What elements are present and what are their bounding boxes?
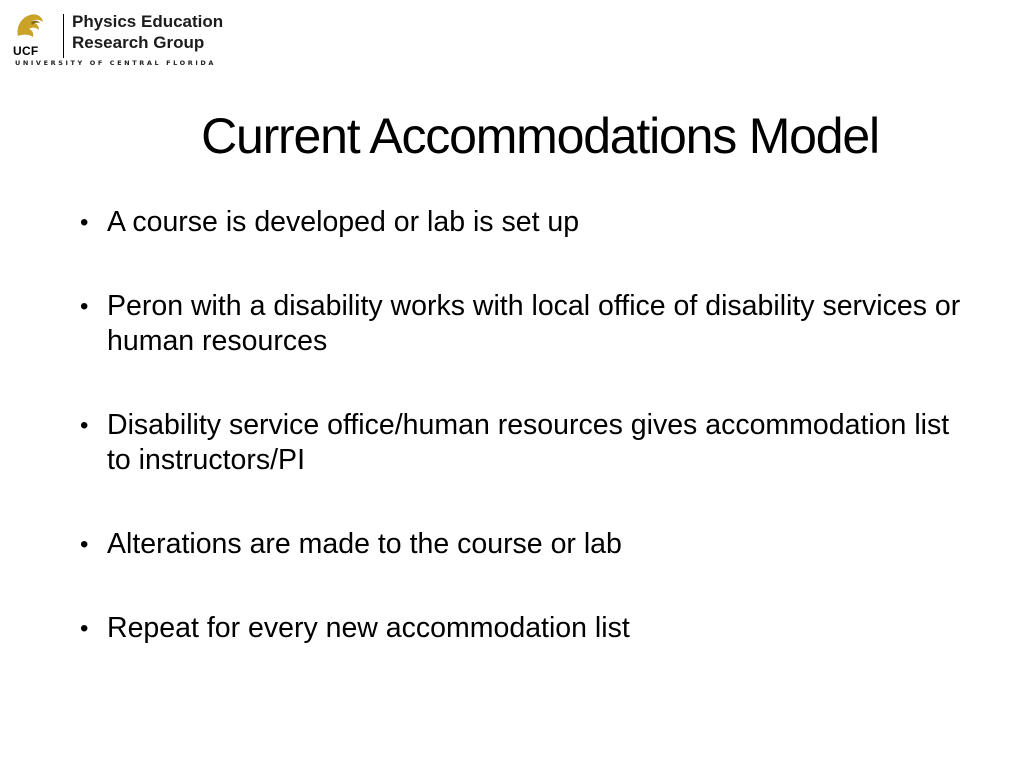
bullet-item [80,408,980,478]
bullet-dot-icon: • [80,209,89,236]
logo-divider [63,14,64,58]
bullet-dot-icon: • [80,615,89,642]
bullet-text: A course is developed or lab is set up [107,206,580,238]
bullet-text: Disability service office/human resources gives accommodation list to instructors/PI [107,409,950,476]
logo-ucf-text: UCF [13,44,39,58]
bullet-dot-icon: • [80,412,89,439]
bullet-item [80,289,980,359]
bullet-text: Repeat for every new accommodation list [107,612,630,644]
bullet-dot-icon: • [80,531,89,558]
logo-group-line2: Research Group [72,33,205,52]
bullet-text: Alterations are made to the course or lab [107,528,622,560]
logo-group-line1: Physics Education [72,12,224,31]
slide-title: Current Accommodations Model [201,108,879,164]
bullet-item [80,205,980,240]
bullet-dot-icon: • [80,293,89,320]
bullet-text: Peron with a disability works with local office of disability services or human resources [107,290,961,357]
logo-group-name [72,11,223,53]
ucf-logo [12,10,252,70]
bullet-list [80,205,980,695]
bullet-item [80,611,980,646]
bullet-item [80,527,980,562]
logo-university-text: UNIVERSITY OF CENTRAL FLORIDA [15,59,216,67]
